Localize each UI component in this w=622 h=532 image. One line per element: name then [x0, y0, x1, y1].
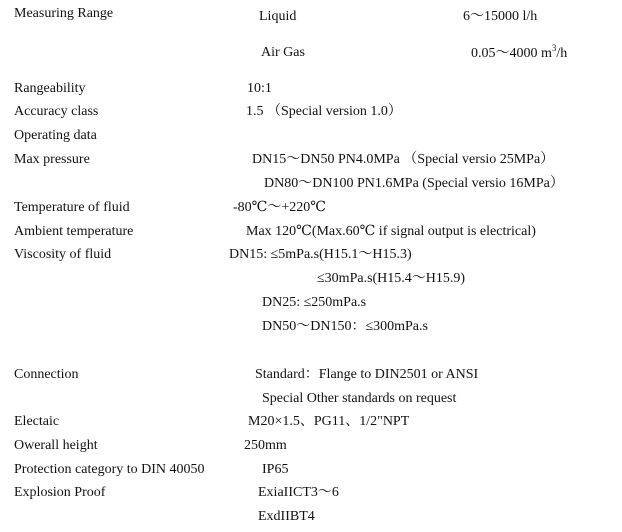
viscosity-line1: DN15: ≤5mPa.s(H15.1～H15.3) — [229, 247, 412, 262]
max-pressure-line1: DN15～DN50 PN4.0MPa （Special versio 25MPa） — [252, 152, 555, 167]
air-gas-value: 0.05～4000 $m^3/h$ — [471, 43, 568, 61]
explosion-proof-line1: ExiaIICT3～6 — [258, 485, 339, 500]
measuring-range-label: Measuring Range — [14, 6, 114, 21]
explosion-proof-label: Explosion Proof — [14, 485, 106, 500]
viscosity-line2: ≤30mPa.s(H15.4～H15.9) — [317, 271, 466, 286]
liquid-value: 6～15000 l/h — [463, 9, 538, 24]
connection-line2: Special Other standards on request — [262, 391, 457, 406]
rangeability-value: 10:1 — [247, 81, 272, 96]
protection-category-value: IP65 — [262, 462, 289, 477]
operating-data-heading: Operating data — [14, 128, 97, 143]
viscosity-label: Viscosity of fluid — [14, 247, 112, 262]
electric-label: Electaic — [14, 414, 60, 429]
overall-height-value: 250mm — [244, 438, 287, 453]
explosion-proof-line2: ExdIIBT4 — [258, 509, 315, 524]
overall-height-label: Owerall height — [14, 438, 98, 453]
viscosity-line4: DN50～DN150：≤300mPa.s — [262, 319, 428, 334]
max-pressure-label: Max pressure — [14, 152, 90, 167]
connection-line1: Standard：Flange to DIN2501 or ANSI — [255, 367, 479, 382]
accuracy-class-label: Accuracy class — [14, 104, 99, 119]
connection-label: Connection — [14, 367, 79, 382]
ambient-temperature-value: Max 120℃(Max.60℃ if signal output is electrical) — [246, 224, 536, 239]
ambient-temperature-label: Ambient temperature — [14, 224, 134, 239]
accuracy-class-value: 1.5 （Special version 1.0） — [246, 104, 402, 119]
rangeability-label: Rangeability — [14, 81, 86, 96]
protection-category-label: Protection category to DIN 40050 — [14, 462, 205, 477]
fluid-temperature-value: -80℃～+220℃ — [233, 200, 326, 215]
fluid-temperature-label: Temperature of fluid — [14, 200, 130, 215]
electric-value: M20×1.5、PG11、1/2"NPT — [248, 414, 410, 429]
viscosity-line3: DN25: ≤250mPa.s — [262, 295, 367, 310]
max-pressure-line2: DN80～DN100 PN1.6MPa (Special versio 16MPa） — [264, 176, 564, 191]
liquid-label: Liquid — [259, 9, 297, 24]
air-gas-label: Air Gas — [261, 45, 305, 60]
